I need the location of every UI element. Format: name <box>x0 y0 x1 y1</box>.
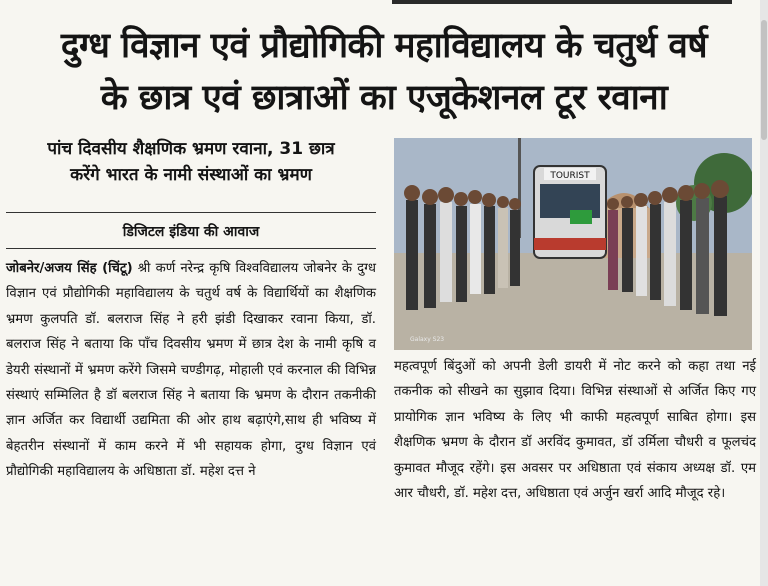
divider-bottom <box>6 248 376 249</box>
headline <box>0 20 768 124</box>
news-photo <box>394 138 752 350</box>
headline-line-1: दुग्ध विज्ञान एवं प्रौद्योगिकी महाविद्यालय के चतुर्थ वर्ष <box>60 26 708 66</box>
article-body-right: महत्वपूर्ण बिंदुओं को अपनी डेली डायरी में नोट करने को कहा तथा नई तकनीक को सीखने का सुझाव दिया। विभिन्न संस्थाओं से अर्जित किए गए प्रायोगिक ज्ञान भविष्य के लिए भी काफी महत्वपूर्ण साबित होगा। इस शैक्षणिक भ्रमण के दौरान डॉ अरविंद कुमावत, डॉ उर्मिला चौधरी व फूलचंद कुमावत मौजूद रहेंगे। इस अवसर पर अधिष्ठाता एवं संकाय अध्यक्ष डॉ. एम आर चौधरी, डॉ. महेश दत्त, अधिष्ठाता एवं अर्जुन खर्रा आदि मौजूद रहे। <box>394 359 756 502</box>
byline: डिजिटल इंडिया की आवाज <box>122 224 260 240</box>
article-body-left <box>6 256 376 485</box>
body-left-text: श्री कर्ण नरेन्द्र कृषि विश्वविद्यालय जोबनेर के दुग्ध विज्ञान एवं प्रौद्योगिकी महाविद्यालय के चतुर्थ वर्ष के विद्यार्थियों का शैक्षणिक भ्रमण कुलपति डॉ. बलराज सिंह ने हरी झंडी दिखाकर रवाना किया, डॉ. बलराज सिंह ने बताया कि पाँच दिवसीय भ्रमण में छात्र देश के नामी कृषि व डेयरी संस्थानों में भ्रमण करेंगे जिसमे चण्डीगढ़, मोहाली एवं करनाल की विभिन्न संस्थाएं सम्मिलित है डॉ बलराज सिंह ने बताया कि भ्रमण के दौरान तकनीकी ज्ञान अर्जित कर विद्यार्थी उद्यमिता की ओर हाथ बढ़ाएंगे,साथ ही भविष्य में बेहतरीन संस्थानों में काम करने में भी सहायक होगा, दुग्ध विज्ञान एवं प्रौद्योगिकी महाविद्यालय के अधिष्ठाता डॉ. महेश दत्त ने <box>6 261 376 480</box>
top-rule <box>392 0 732 4</box>
dateline: जोबनेर/अजय सिंह (चिंटू) <box>6 261 133 276</box>
subheadline-line-1: पांच दिवसीय शैक्षणिक भ्रमण रवाना, 31 छात्र <box>47 139 335 159</box>
photo-watermark: Galaxy S23 <box>410 336 445 343</box>
subheadline <box>6 136 376 188</box>
headline-line-2: के छात्र एवं छात्राओं का एजूकेशनल टूर रवाना <box>100 78 668 118</box>
divider-top <box>6 212 376 213</box>
subheadline-line-2: करेंगे भारत के नामी संस्थाओं का भ्रमण <box>70 165 312 185</box>
bus-sign-text: TOURIST <box>550 171 590 181</box>
scrollbar-thumb[interactable] <box>761 20 767 140</box>
scrollbar[interactable] <box>760 0 768 586</box>
